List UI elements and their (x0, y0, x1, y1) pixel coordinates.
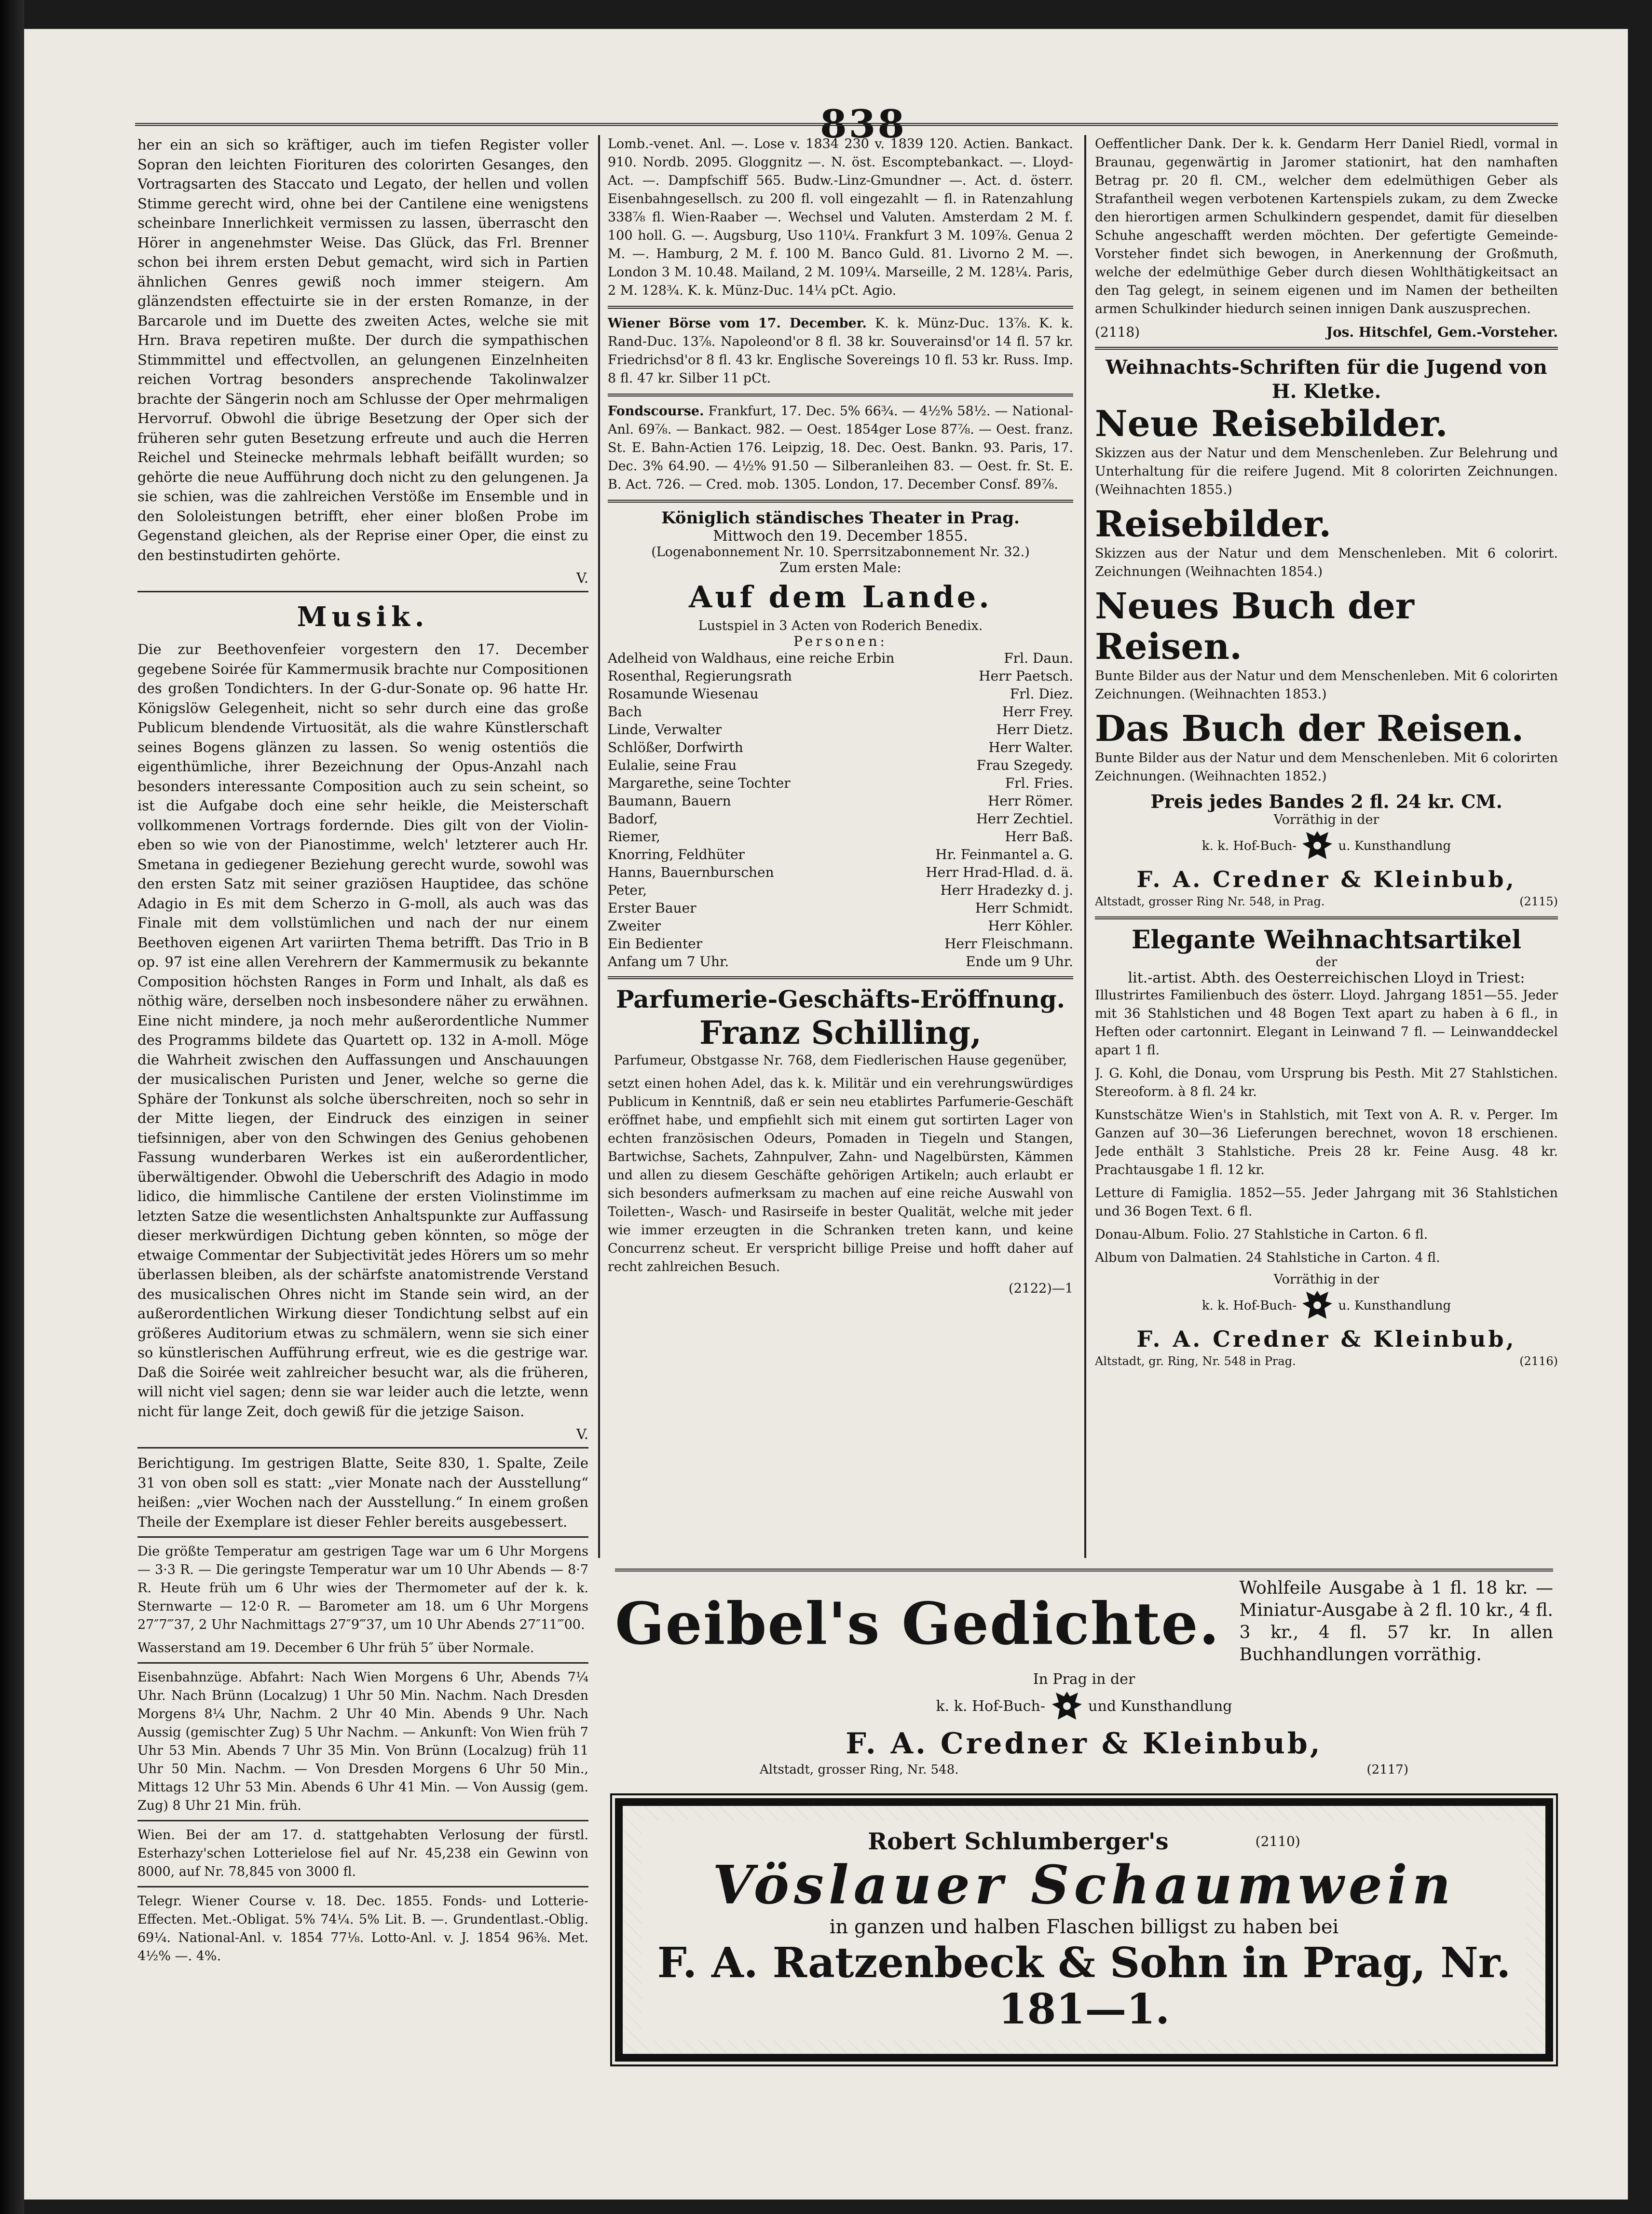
book-list (1095, 404, 1558, 786)
cast-row (608, 792, 1073, 810)
article-item: Donau-Album. Folio. 27 Stahlstiche in Carton. 6 fl. (1095, 1227, 1428, 1242)
course-top: Lomb.-venet. Anl. —. Lose v. 1834 230 v. 1839 120. Actien. Bankact. 910. Nordb. 2095. Gloggnitz —. N. öst. Escomptebankact. —. Lloyd-Act. —. Dampfschiff 565. Budw.-Linz-Gmundner —. Act. d. österr. Eisenbahngesellsch. zu 200 fl. voll eingezahlt — fl. in Ratenzahlung 338⅞ fl. Wien-Raaber —. Wechsel und Valuten. Amsterdam 2 M. f. 100 holl. G. —. Augsburg, Uso 110¼. Frankfurt 3 M. 109⅞. Genua 2 M. —. Hamburg, 2 M. f. 100 M. Banco Guld. 81. Livorno 2 M. —. London 3 M. 10.48. Mailand, 2 M. 109¼. Marseille, 2 M. 128¼. Paris, 2 M. 128¾. K. k. Münz-Duc. 14¼ pCt. Agio. (608, 137, 1073, 298)
cast-actor: Herr Dietz. (996, 722, 1073, 738)
book-binding (0, 0, 24, 2214)
cast-role: Zweiter (608, 918, 661, 934)
page-number: 838 (820, 101, 906, 147)
credner-firm-3: F. A. Credner & Kleinbub, (846, 1727, 1323, 1761)
article-list (1095, 986, 1558, 1267)
cast-actor: Herr Fleischmann. (944, 936, 1073, 952)
cast-list (608, 649, 1073, 953)
ad-number: (2115) (1519, 895, 1558, 908)
cast-role: Riemer, (608, 829, 660, 845)
article-item: Letture di Famiglia. 1852—55. Jeder Jahrgang mit 36 Stahlstichen und 36 Bogen Text. 6 fl. (1095, 1186, 1558, 1219)
column-divider-2 (1084, 135, 1086, 1558)
cast-row (608, 649, 1073, 667)
article-item: Illustrirtes Familienbuch des österr. Lloyd. Jahrgang 1851—55. Jeder mit 36 Stahlstichen und 48 Bogen Text apart zu haben à 6 fl., in Heften oder cartonnirt. Elegant in Leinwand 7 fl. — Leinwanddeckel apart 1 fl. (1095, 988, 1558, 1058)
elegante-subtitle: lit.-artist. Abth. des Oesterreichischen Lloyd in Triest: (1128, 970, 1525, 986)
divider (1095, 347, 1558, 350)
divider (137, 1662, 588, 1664)
cast-actor: Frl. Daun. (1004, 650, 1073, 666)
cast-row (608, 756, 1073, 774)
divider (137, 1536, 588, 1538)
schlumberger-name: Robert Schlumberger's (868, 1828, 1169, 1855)
cast-row (608, 846, 1073, 863)
elegante-title: Elegante Weihnachtsartikel (1131, 925, 1522, 955)
wien-lotterie: Wien. Bei der am 17. d. stattgehabten Verlosung der fürstl. Esterhazy'schen Lotterielose fiel auf Nr. 45,238 ein Gewinn von 8000, auf Nr. 78,845 von 3000 fl. (137, 1828, 588, 1879)
divider (137, 1447, 588, 1449)
cast-actor: Herr Schmidt. (975, 900, 1073, 916)
voslauer-title: Vöslauer Schaumwein (712, 1854, 1456, 1916)
column-right (1095, 135, 1558, 1558)
elegante-der: der (1315, 955, 1338, 970)
schilling-name: Franz Schilling, (699, 1014, 982, 1052)
theater-header: Königlich ständisches Theater in Prag. (661, 508, 1020, 528)
column-left (137, 135, 588, 2113)
theater-abo: (Logenabonnement Nr. 10. Sperrsitzabonnement Nr. 32.) (651, 545, 1030, 560)
divider (608, 976, 1073, 979)
cast-row (608, 899, 1073, 917)
cast-row (608, 685, 1073, 703)
credner-address-3: Altstadt, grosser Ring, Nr. 548. (760, 1763, 959, 1777)
cast-role: Rosenthal, Regierungsrath (608, 668, 792, 684)
divider (608, 394, 1073, 396)
weihnacht-title: Weihnachts-Schriften für die Jugend von H. Kletke. (1106, 356, 1547, 403)
credner-address: Altstadt, grosser Ring Nr. 548, in Prag. (1095, 895, 1325, 908)
credner-firm-2: F. A. Credner & Kleinbub, (1136, 1326, 1516, 1352)
hofbuch-right: u. Kunsthandlung (1338, 839, 1451, 853)
cast-role: Eulalie, seine Frau (608, 757, 737, 773)
fonds-text: Frankfurt, 17. Dec. 5% 66¾. — 4½% 58½. — National-Anl. 69⅞. — Bankact. 982. — Oest. 1854ger Lose 87⅞. — Oest. franz. St. E. Bahn-Actien 176. Leipzig, 18. Dec. Oest. Bankn. 93. Paris, 17. Dec. 3% 64.90. — 4½% 91.50 — Silberanleihen 83. — Oest. fr. St. E. B. Act. 726. — Cred. mob. 1305. London, 17. December Consf. 89⅞. (608, 404, 1073, 492)
musik-article: Die zur Beethovenfeier vorgestern den 17. December gegebene Soirée für Kammermusik brachte nur Compositionen des großen Tondichters. In der G-dur-Sonate op. 96 hatte Hr. Königslöw Gelegenheit, nicht so sehr durch eine das große Publicum blendende Virtuosität, als die wahre Künstlerschaft seines Bogens glänzen zu lassen. So wenig ostentiös die eigenthümliche, ihrer Bezeichnung der Opus-Anzahl nach besonders interessante Composition auch zu sein scheint, so ist die Aufgabe doch eine sehr heikle, die Meisterschaft vollkommenen Vortrags fordernde. Dies gilt von der Violin- eben so wie von der Pianostimme, welch' letzterer auch Hr. Smetana in gediegener Beziehung gerecht wurde, sowohl was den ersten Satz mit seiner graziösen Hauptidee, das schöne Adagio in Es mit dem Scherzo in G-moll, als auch was das Finale mit dem vollstümlichen und nach der nur einem Beethoven eigenen Art variirten Thema betrifft. Das Trio in B op. 97 ist eine allen Verehrern der Kammermusik zu bekannte Composition höchsten Ranges in Form und Inhalt, als daß es nöthig wäre, derselben noch insbesondere näher zu erwähnen. Eine nicht mindere, ja noch mehr außerordentliche Nummer des Programms bildete das Quartett op. 132 in A-moll. Möge die Wahrheit zwischen den Auffassungen und Anschauungen der musicalischen Puristen und Jener, welche so gerne die Sphäre der Tonkunst als solche überschreiten, noch so sehr in der Mitte liegen, der Eindruck des einzigen in seiner tiefsinnigen, aber von den Schwingen des Genius gehobenen Fassung wunderbaren Werkes ist ein außerordentlicher, überwältigender. Obwohl die Ueberschrift des Adagio in modo lidico, die himmlische Cantilene der ersten Violinstimme im letzten Satze die wesentlichsten Anhaltspunkte zur Auffassung dieser merkwürdigen Dichtung geben könnten, so möge der etwaige Commentar der Subjectivität jedes Hörers um so mehr überlassen bleiben, als der schärfste anatomistrende Verstand des musicalischen Ohres nicht im Stande sein wird, an der außerordentlichen Wirkung dieser Tondichtung selbst auf ein größeres Auditorium etwas zu schmälern, wenn sie sich einer so künstlerischen Aufführung erfreut, wie es die gestrige war. Daß die Soirée weit zahlreicher besucht war, als die früheren, will nicht viel sagen; denn sie war leider auch die letzte, wenn nicht für lange Zeit, doch gewiß für die jetzige Saison. (137, 641, 588, 1420)
parfum-subtitle: Parfumeur, Obstgasse Nr. 768, dem Fiedlerischen Hause gegenüber, (614, 1053, 1067, 1068)
cast-actor: Herr Paetsch. (979, 668, 1073, 684)
cast-role: Margarethe, seine Tochter (608, 775, 791, 791)
column-middle (608, 135, 1073, 1558)
credner-firm: F. A. Credner & Kleinbub, (1136, 866, 1516, 892)
boerse-title: Wiener Börse vom 17. December. (608, 316, 867, 331)
cast-role: Rosamunde Wiesenau (608, 686, 759, 702)
berichtigung: Berichtigung. Im gestrigen Blatte, Seite 830, 1. Spalte, Zeile 31 von oben soll es statt: „vier Monate nach der Ausstellung“ heißen: „vier Wochen nach der Ausstellung.“ In einem großen Theile der Exemplare ist dieser Fehler bereits ausgebessert. (137, 1455, 588, 1530)
geibel-prag: In Prag in der (1033, 1671, 1135, 1688)
cast-row (608, 881, 1073, 899)
cast-role: Peter, (608, 882, 647, 898)
telegr-course: Telegr. Wiener Course v. 18. Dec. 1855. Fonds- und Lotterie-Effecten. Met.-Obligat. 5% 74¼. 5% Lit. B. —. Grundentlast.-Oblig. 69¼. National-Anl. v. 1854 77⅛. Lotto-Anl. v. J. 1854 96⅜. Met. 4½% —. 4%. (137, 1894, 588, 1964)
article-item: J. G. Kohl, die Donau, vom Ursprung bis Pesth. Mit 27 Stahlstichen. Stereoform. à 8 fl. 24 kr. (1095, 1066, 1558, 1099)
hof-right: und Kunsthandlung (1088, 1698, 1232, 1715)
divider (137, 1820, 588, 1821)
theater-date: Mittwoch den 19. December 1855. (713, 528, 968, 545)
cast-row (608, 917, 1073, 935)
header-rule (135, 123, 1558, 126)
geibel-text: Wohlfeile Ausgabe à 1 fl. 18 kr. — Miniatur-Ausgabe à 2 fl. 10 kr., 4 fl. 3 kr., 4 fl. 57 kr. In allen Buchhandlungen vorräthig. (1239, 1578, 1553, 1665)
cast-row (608, 703, 1073, 721)
vorraethig: Vorräthig in der (1273, 812, 1379, 827)
boerse-text: K. k. Münz-Duc. 13⅞. K. k. Rand-Duc. 13⅞. Napoleond'or 8 fl. 38 kr. Souverainsd'or 14 fl. 57 kr. Friedrichsd'or 8 fl. 43 kr. Englische Sovereings 10 fl. 53 kr. Russ. Imp. 8 fl. 47 kr. Silber 11 pCt. (608, 316, 1073, 386)
dank-text: Oeffentlicher Dank. Der k. k. Gendarm Herr Daniel Riedl, vormal in Braunau, gegenwärtig in Jaromer stationirt, hat den namhaften Betrag pr. 20 fl. CM., welcher dem edelmüthigen Geber als Strafantheil wegen verbotenen Kartenspiels zukam, zu dem Zwecke den hierortigen armen Schulkindern gespendet, damit für dieselben Schuhe angeschafft werden möchten. Der gefertigte Gemeinde-Vorsteher findet sich bewogen, in Anerkennung der Großmuth, welche der edelmüthige Geber durch diesen Wohlthätigkeitsact an den Tag gelegt, in seinem eigenen und im Namen der betheilten armen Schulkinder hiedurch seinen innigen Dank auszusprechen. (1095, 137, 1558, 316)
divider (137, 591, 588, 592)
theater-first: Zum ersten Male: (779, 560, 901, 575)
cast-role: Adelheid von Waldhaus, eine reiche Erbin (608, 650, 895, 666)
cast-row (608, 721, 1073, 738)
cast-actor: Frau Szegedy. (976, 757, 1073, 773)
theater-title: Auf dem Lande. (689, 579, 992, 615)
musik-heading: Musik. (297, 601, 429, 633)
book-description: Bunte Bilder aus der Natur und dem Menschenleben. Mit 6 colorirten Zeichnungen. (Weihnachten 1852.) (1095, 751, 1558, 784)
personen-label: Personen: (793, 633, 887, 649)
double-eagle-icon (1300, 1287, 1334, 1326)
book-item (1095, 404, 1558, 499)
cast-row (608, 863, 1073, 881)
review-signature: V. (576, 570, 588, 586)
book-item (1095, 504, 1558, 581)
cast-row (608, 738, 1073, 756)
book-description: Bunte Bilder aus der Natur und dem Menschenleben. Mit 6 colorirten Zeichnungen. (Weihnachten 1853.) (1095, 669, 1558, 702)
cast-actor: Herr Köhler. (988, 918, 1073, 934)
cast-role: Schlößer, Dorfwirth (608, 739, 743, 755)
theater-subtitle: Lustspiel in 3 Acten von Roderich Benedix. (698, 618, 983, 633)
divider (137, 1886, 588, 1887)
cast-actor: Hr. Feinmantel a. G. (935, 847, 1073, 862)
column-divider-1 (598, 135, 600, 1558)
book-title: Neues Buch der Reisen. (1095, 586, 1414, 668)
divider (615, 1569, 1553, 1572)
wasserstand: Wasserstand am 19. December 6 Uhr früh 5″ über Normale. (137, 1640, 534, 1655)
double-eagle-icon (1300, 827, 1334, 866)
cast-role: Hanns, Bauernburschen (608, 864, 774, 880)
cast-role: Ein Bedienter (608, 936, 703, 952)
cast-actor: Herr Hrad-Hlad. d. ä. (926, 864, 1073, 880)
divider (608, 306, 1073, 309)
vorraethig-2: Vorräthig in der (1273, 1272, 1379, 1287)
cast-role: Baumann, Bauern (608, 793, 731, 809)
book-item (1095, 709, 1558, 786)
hofbuch-left: k. k. Hof-Buch- (1201, 839, 1297, 853)
cast-role: Bach (608, 704, 642, 720)
divider (1095, 916, 1558, 919)
ende: Ende um 9 Uhr. (966, 954, 1073, 970)
preis: Preis jedes Bandes 2 fl. 24 kr. CM. (1150, 791, 1502, 812)
cast-actor: Herr Walter. (988, 739, 1073, 755)
cast-actor: Herr Hradezky d. j. (940, 882, 1073, 898)
cast-role: Knorring, Feldhüter (608, 847, 745, 862)
article-item: Kunstschätze Wien's in Stahlstich, mit Text von A. R. v. Perger. Im Ganzen auf 30—36 Lieferungen berechnet, wovon 18 erschienen. Jede enthält 3 Stahlstiche. Preis 28 kr. Feine Ausg. 48 kr. Prachtausgabe 1 fl. 12 kr. (1095, 1107, 1558, 1177)
musik-signature: V. (576, 1426, 588, 1442)
book-item (1095, 586, 1558, 704)
cast-actor: Frl. Diez. (1010, 686, 1073, 702)
article-item: Album von Dalmatien. 24 Stahlstiche in Carton. 4 fl. (1095, 1250, 1440, 1265)
credner-address-2: Altstadt, gr. Ring, Nr. 548 in Prag. (1095, 1354, 1296, 1368)
opera-review: her ein an sich so kräftiger, auch im tiefen Register voller Sopran den leichten Fiorituren des colorirten Gesanges, den Vortragsarten des Staccato und Legato, der hellen und vollen Stimme gerecht wird, ohne bei der Cantilene eine wenigstens scheinbare Innerlichkeit vermissen zu lassen, überrascht den Hörer in angenehmster Weise. Das Glück, das Frl. Brenner schon bei ihrem ersten Debut gemacht, wird sich in Partien ähnlichen Genres gewiß noch immer steigern. Am glänzendsten effectuirte sie in der ersten Romanze, in der Barcarole und im Duette des zweiten Actes, welche sie mit Hrn. Brava repetiren mußte. Der durch die sympathischen Stimmmittel und effectvollen, an gelungenen Einzelnheiten reichen Vortrag besonders ansprechende Takolinwalzer brachte der Sängerin noch am Schlusse der Oper mehrmaligen Hervorruf. Obwohl die übrige Besetzung der Oper sich der früheren sehr guten Besetzung erfreute und auch die Herren Reichel und Steinecke mehrmals lebhaft beifällt wurden; so gehörte die neue Aufführung doch nicht zu den gelungenen. Ja sie schien, was die zahlreichen Verstöße im Ensemble und in den Sololeistungen betrifft, eher einer bloßen Probe im Gegenstand gleichen, als der Reprise einer Oper, die einst zu den bestinstudirten gehörte. (137, 137, 588, 563)
cast-actor: Herr Baß. (1005, 829, 1073, 845)
cast-actor: Herr Römer. (988, 793, 1073, 809)
book-description: Skizzen aus der Natur und dem Menschenleben. Zur Belehrung und Unterhaltung für die reifere Jugend. Mit 8 colorirten Zeichnungen. (Weihnachten 1855.) (1095, 446, 1558, 497)
cast-row (608, 810, 1073, 828)
fonds-title: Fondscourse. (608, 404, 704, 419)
ad-number-3: (2117) (1366, 1763, 1408, 1777)
book-title: Neue Reisebilder. (1095, 403, 1448, 445)
parfum-title: Parfumerie-Geschäfts-Eröffnung. (615, 985, 1065, 1013)
divider (608, 500, 1073, 503)
ratzenbeck-name: F. A. Ratzenbeck & Sohn in Prag, Nr. 181—1. (657, 1939, 1511, 2034)
cast-role: Badorf, (608, 811, 658, 827)
hofbuch-right-2: u. Kunsthandlung (1338, 1298, 1451, 1313)
book-title: Das Buch der Reisen. (1095, 708, 1524, 750)
book-description: Skizzen aus der Natur und dem Menschenleben. Mit 6 colorirt. Zeichnungen (Weihnachten 1854.) (1095, 546, 1558, 579)
cast-actor: Herr Frey. (1002, 704, 1073, 720)
dank-signature: Jos. Hitschfel, Gem.-Vorsteher. (1326, 324, 1558, 340)
cast-row (608, 774, 1073, 792)
cast-row (608, 667, 1073, 685)
voslauer-frame (615, 1798, 1553, 2062)
hof-left: k. k. Hof-Buch- (936, 1698, 1046, 1715)
double-eagle-icon (1050, 1688, 1084, 1726)
ad-number-2: (2116) (1519, 1354, 1558, 1368)
temperatur: Die größte Temperatur am gestrigen Tage war um 6 Uhr Morgens — 3·3 R. — Die geringste Temperatur war um 10 Uhr Abends — 8·7 R. Heute früh um 6 Uhr wies der Thermometer auf der k. k. Sternwarte — 12·0 R. — Barometer am 18. um 6 Uhr Morgens 27″7‴37, 2 Uhr Nachmittags 27″9‴37, um 10 Uhr Abends 27″11‴00. (137, 1544, 588, 1632)
flaschen-text: in ganzen und halben Flaschen billigst zu haben bei (829, 1916, 1339, 1938)
geibel-title: Geibel's Gedichte. (615, 1590, 1220, 1658)
parfum-text: setzt einen hohen Adel, das k. k. Militär und ein verehrungswürdiges Publicum in Kenntniß, daß er sein neu etablirtes Parfumerie-Geschäft eröffnet habe, und empfiehlt sich mit einem gut sortirten Lager von echten französischen Odeurs, Pomaden in Tiegeln und Stangen, Bartwichse, Sachets, Zahnpulver, Zahn- und Nagelbürsten, Kämmen und allen zu diesem Geschäfte gehörigen Artikeln; auch erlaubt er sich besonders aufmerksam zu machen auf eine reiche Auswahl von Toiletten-, Wasch- und Rasirseife in bester Qualität, welche mit jeder wie immer erzeugten in die Schranken treten kann, und keine Concurrenz scheut. Er verspricht billige Preise und hofft daher auf recht zahlreichen Besuch. (608, 1076, 1073, 1274)
cast-actor: Herr Zechtiel. (976, 811, 1073, 827)
cast-role: Linde, Verwalter (608, 722, 722, 738)
dank-number: (2118) (1095, 324, 1140, 340)
cast-row (608, 828, 1073, 846)
schlumberger-number: (2110) (1255, 1833, 1300, 1849)
parfum-number: (2122)—1 (1009, 1281, 1073, 1296)
cast-actor: Frl. Fries. (1005, 775, 1073, 791)
eisenbahnzuege: Eisenbahnzüge. Abfahrt: Nach Wien Morgens 6 Uhr, Abends 7¼ Uhr. Nach Brünn (Localzug) 1 Uhr 50 Min. Nachm. Nach Dresden Morgens 8¼ Uhr, Nachm. 2 Uhr 40 Min. Abends 9 Uhr. Nach Aussig (gemischter Zug) 5 Uhr Nachm. — Ankunft: Von Wien früh 7 Uhr 53 Min. Abends 7 Uhr 35 Min. Von Brünn (Localzug) früh 11 Uhr 50 Min. Nachm. — Von Dresden Morgens 6 Uhr 50 Min., Mittags 12 Uhr 53 Min. Abends 6 Uhr 41 Min. — Von Aussig (gem. Zug) 8 Uhr 21 Min. früh. (137, 1670, 588, 1813)
cast-role: Erster Bauer (608, 900, 696, 916)
cast-row (608, 935, 1073, 953)
anfang: Anfang um 7 Uhr. (608, 954, 729, 970)
book-title: Reisebilder. (1095, 504, 1332, 545)
bottom-ads (615, 1563, 1553, 2062)
hofbuch-left-2: k. k. Hof-Buch- (1201, 1298, 1297, 1313)
